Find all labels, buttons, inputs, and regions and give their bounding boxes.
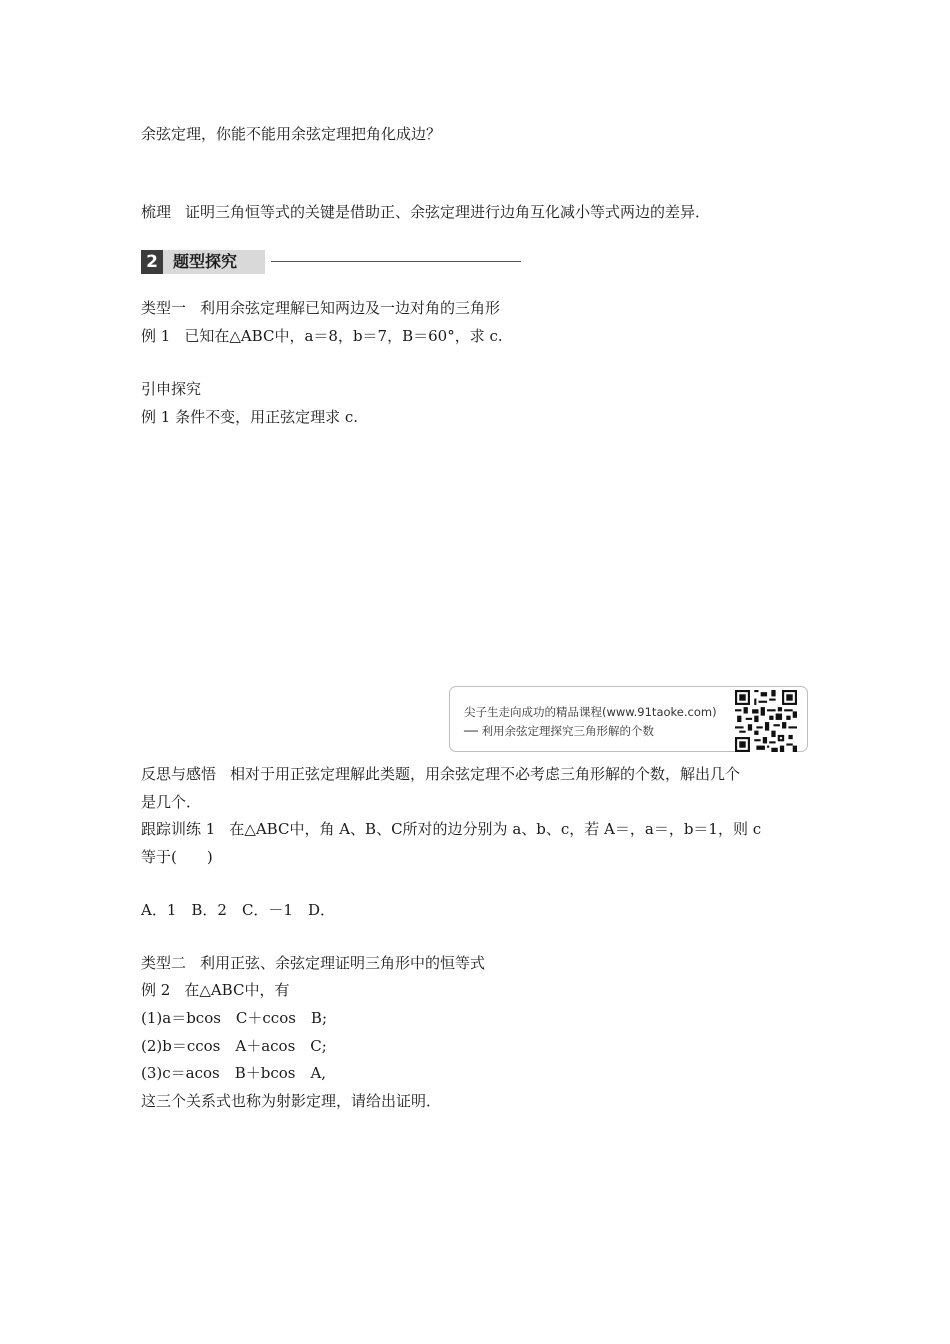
summary-label: 梳理	[141, 203, 172, 221]
example2-label: 例 2	[141, 981, 171, 999]
example2-item1: (1)a＝bcos C＋ccos B;	[141, 1009, 328, 1027]
type1-heading	[141, 298, 500, 318]
type2-text: 利用正弦、余弦定理证明三角形中的恒等式	[200, 954, 486, 972]
example2-item3: (3)c＝acos B＋bcos A,	[141, 1064, 327, 1082]
type2-label: 类型二	[141, 954, 187, 972]
practice1-line2: 等于( )	[141, 848, 213, 866]
example1	[141, 326, 503, 346]
qr-code-icon[interactable]	[735, 690, 797, 752]
video-course-subtitle[interactable]: ── 利用余弦定理探究三角形解的个数	[464, 724, 655, 738]
section-divider	[271, 261, 521, 262]
extension-text: 例 1 条件不变，用正弦定理求 c.	[141, 408, 359, 426]
type2-heading	[141, 953, 485, 973]
reflection-label: 反思与感悟	[141, 765, 217, 783]
reflection-line1	[141, 764, 740, 784]
reflection-line2: 是几个．	[141, 793, 202, 811]
intro-text: 余弦定理，你能不能用余弦定理把角化成边？	[141, 125, 442, 143]
video-course-box[interactable]	[449, 686, 808, 752]
type1-label: 类型一	[141, 299, 187, 317]
type1-text: 利用余弦定理解已知两边及一边对角的三角形	[200, 299, 501, 317]
example2-conclusion: 这三个关系式也称为射影定理，请给出证明．	[141, 1092, 442, 1110]
practice1-line1	[141, 819, 761, 839]
video-course-title[interactable]: 尖子生走向成功的精品课程(www.91taoke.com)	[464, 705, 717, 719]
reflection-text: 相对于用正弦定理解此类题，用余弦定理不必考虑三角形解的个数，解出几个	[230, 765, 741, 783]
summary	[141, 202, 710, 222]
section-header	[141, 250, 521, 274]
practice1-label: 跟踪训练 1	[141, 820, 216, 838]
practice1-text: 在△ABC中，角 A、B、C所对的边分别为 a、b、c，若 A＝，a＝，b＝1，则 c	[229, 820, 762, 838]
example1-text: 已知在△ABC中，a＝8，b＝7，B＝60°，求 c.	[184, 327, 503, 345]
section-title: 题型探究	[163, 250, 265, 274]
example2-item2: (2)b＝ccos A＋acos C;	[141, 1037, 327, 1055]
practice1-options: A．1 B．2 C．－1 D．	[141, 901, 335, 919]
example1-label: 例 1	[141, 327, 171, 345]
example2	[141, 980, 289, 1000]
example2-text: 在△ABC中，有	[184, 981, 290, 999]
summary-text: 证明三角恒等式的关键是借助正、余弦定理进行边角互化减小等式两边的差异．	[185, 203, 711, 221]
extension-heading: 引申探究	[141, 380, 202, 398]
section-number: 2	[141, 250, 163, 274]
